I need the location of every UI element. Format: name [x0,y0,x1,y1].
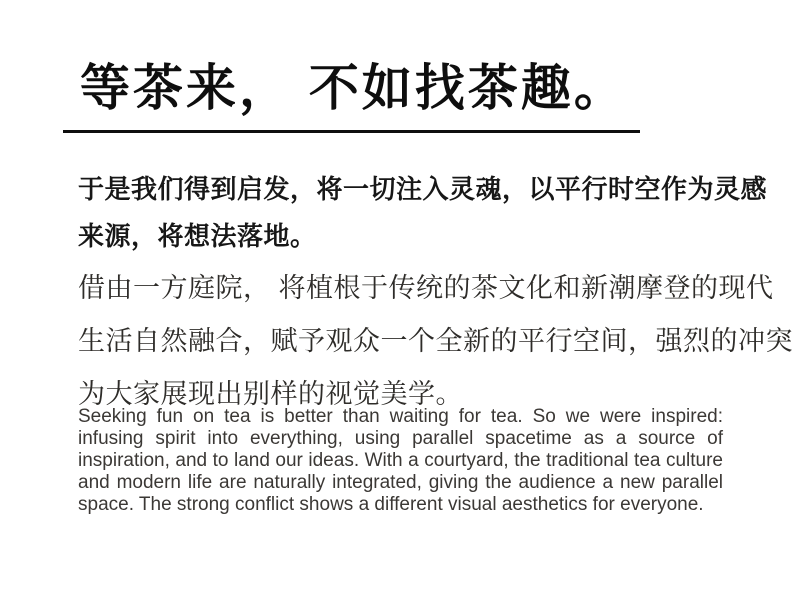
paragraph-inspiration [78,166,767,260]
paragraph-inspiration-line-1: 于是我们得到启发，将一切注入灵魂，以平行时空作为灵感 [78,174,768,204]
paragraph-courtyard-line-1: 借由一方庭院， 将植根于传统的茶文化和新潮摩登的现代 [78,273,774,303]
paragraph-courtyard-line-3: 为大家展现出别样的视觉美学。 [78,379,463,409]
paragraph-english-translation: Seeking fun on tea is better than waiting for tea. So we were inspired: infusing spirit into everything, using parallel spacetime as a source of inspiration, and to land our ideas. With a courtyard, the traditional tea culture and modern life are naturally integrated, giving the audience a new parallel space. The strong conflict shows a different visual aesthetics for everyone. [78,406,723,515]
paragraph-courtyard [78,262,793,421]
paragraph-courtyard-line-2: 生活自然融合，赋予观众一个全新的平行空间，强烈的冲突 [78,326,793,356]
paragraph-inspiration-line-2: 来源，将想法落地。 [78,221,317,251]
page-title: 等茶来， 不如找茶趣。 [63,48,640,133]
